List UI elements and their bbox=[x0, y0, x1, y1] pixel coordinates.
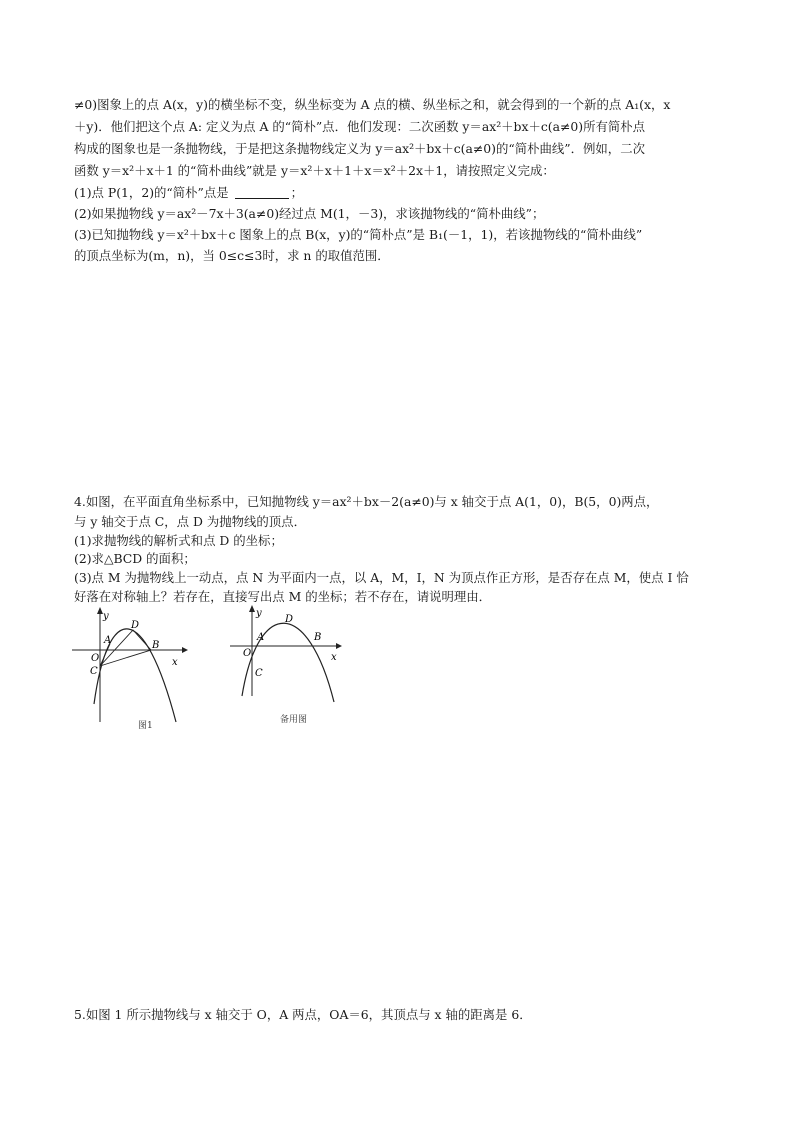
q3-text-line-4: 函数 y＝x²＋x＋1 的“简朴曲线”就是 y＝x²＋x＋1＋x＝x²＋2x＋1，请按照定义完成： bbox=[74, 163, 555, 178]
fig2-label-b: B bbox=[314, 632, 322, 643]
q5-text-line-1: 5.如图 1 所示抛物线与 x 轴交于 O，A 两点，OA＝6，其顶点与 x 轴的距离是 6． bbox=[74, 1007, 532, 1022]
q4-text-line-2: 与 y 轴交于点 C，点 D 为抛物线的顶点． bbox=[74, 514, 306, 529]
q3-text-line-1: ≠0)图象上的点 A(x，y)的横坐标不变，纵坐标变为 A 点的横、纵坐标之和，就会得到的一个新的点 A₁(x，x bbox=[74, 97, 671, 112]
fig1-label-a: A bbox=[104, 635, 112, 646]
fig1-label-b: B bbox=[152, 640, 160, 651]
q3-part-3-line-2: 的顶点坐标为(m，n)，当 0≤c≤3时，求 n 的取值范围． bbox=[74, 248, 390, 263]
q4-text-line-1: 4.如图，在平面直角坐标系中，已知抛物线 y＝ax²＋bx－2(a≠0)与 x 轴交于点 A(1，0)，B(5，0)两点， bbox=[74, 494, 659, 509]
figure-2-caption: 备用图 bbox=[280, 715, 308, 725]
q3-text-line-2: ＋y)．他们把这个点 A: 定义为点 A 的“简朴”点．他们发现：二次函数 y＝ax²＋bx＋c(a≠0)所有简朴点 bbox=[74, 119, 646, 134]
fig1-y-label: y bbox=[103, 611, 109, 622]
fig2-label-c: C bbox=[255, 668, 263, 679]
fig1-label-d: D bbox=[131, 620, 140, 631]
fig1-label-c: C bbox=[90, 666, 98, 677]
fig2-label-a: A bbox=[257, 632, 265, 643]
fig1-label-o: O bbox=[91, 653, 100, 664]
q3-text-line-3: 构成的图象也是一条抛物线，于是把这条抛物线定义为 y＝ax²＋bx＋c(a≠0)的“简朴曲线”．例如，二次 bbox=[74, 141, 645, 156]
q3-part-3-line-1: (3)已知抛物线 y＝x²＋bx＋c 图象上的点 B(x，y)的“简朴点”是 B₁(－1，1)，若该抛物线的“简朴曲线” bbox=[74, 227, 643, 242]
fig1-x-label: x bbox=[172, 657, 178, 668]
figure-1 bbox=[70, 604, 190, 732]
q3-part-1-end: ； bbox=[290, 185, 304, 200]
fig2-label-o: O bbox=[243, 648, 252, 659]
fig2-y-label: y bbox=[256, 608, 262, 619]
figure-1-caption: 图1 bbox=[138, 721, 153, 731]
q4-part-3-line-2: 好落在对称轴上？若存在，直接写出点 M 的坐标；若不存在，请说明理由． bbox=[74, 589, 492, 604]
q3-part-2: (2)如果抛物线 y＝ax²－7x＋3(a≠0)经过点 M(1，－3)，求该抛物线的“简朴曲线”； bbox=[74, 206, 545, 221]
q3-part-1 bbox=[74, 183, 764, 203]
fig2-label-d: D bbox=[285, 614, 294, 625]
q4-part-2: (2)求△BCD 的面积； bbox=[74, 551, 196, 566]
answer-blank bbox=[235, 186, 289, 199]
fig2-x-label: x bbox=[331, 652, 337, 663]
figure-2 bbox=[228, 604, 350, 730]
q4-part-3-line-1: (3)点 M 为抛物线上一动点，点 N 为平面内一点，以 A，M，I，N 为顶点作正方形，是否存在点 M，使点 I 恰 bbox=[74, 570, 689, 585]
q3-part-1-text: (1)点 P(1，2)的“简朴”点是 bbox=[74, 185, 229, 200]
q4-part-1: (1)求抛物线的解析式和点 D 的坐标； bbox=[74, 533, 283, 548]
figure-1-graph bbox=[70, 604, 190, 732]
